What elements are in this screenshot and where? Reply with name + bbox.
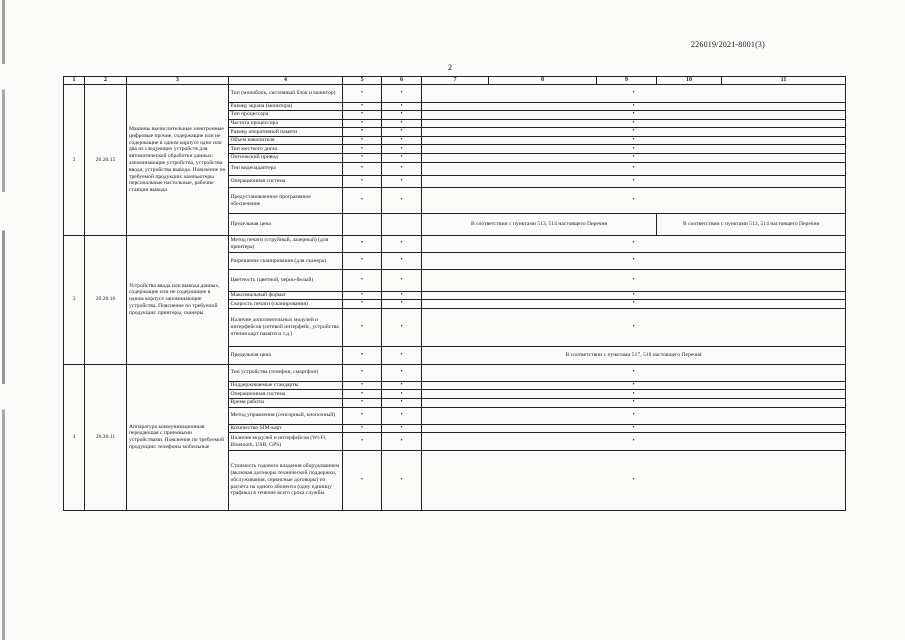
col-header: 9 — [597, 77, 657, 85]
value-mark: • — [382, 136, 422, 145]
page-number: 2 — [448, 63, 452, 72]
value-mark: • — [343, 433, 382, 450]
col-header: 6 — [382, 77, 422, 85]
table-row — [64, 85, 846, 102]
value-mark: • — [382, 291, 422, 300]
product-description: Машины вычислительные электронные цифровые прочие, содержащие или не содержащие в одном корпусе одно или два из следующих устройств для автоматической обработки данных: запоминающие устройства, устройства ввода, устройства вывода. Пояснение по требуемой продукции: компьютеры персональные настольные, рабочие станции вывода — [127, 85, 229, 235]
value-mark: • — [382, 235, 422, 252]
merged-value-mark: • — [422, 175, 846, 188]
value-mark: • — [343, 162, 382, 175]
parameter-name: Время работы — [229, 399, 343, 408]
parameter-name: Предельная цена — [229, 347, 343, 364]
merged-value-mark: • — [422, 102, 846, 111]
merged-value-mark: • — [422, 270, 846, 292]
parameter-name: Объем накопителя — [229, 136, 343, 145]
value-mark: • — [343, 102, 382, 111]
merged-value-mark: • — [422, 119, 846, 128]
scan-edge-artifact — [2, 0, 5, 640]
column-number-row — [64, 77, 846, 85]
value-mark: • — [343, 119, 382, 128]
value-mark: • — [343, 399, 382, 408]
value-mark: • — [343, 175, 382, 188]
value-mark: • — [343, 347, 382, 364]
value-mark: • — [343, 300, 382, 309]
parameter-name: Предустановленное программное обеспечение — [229, 188, 343, 214]
price-condition-highest: В соответствии с пунктами 513, 514 настоящего Перечня — [657, 214, 846, 236]
parameter-name: Максимальный формат — [229, 291, 343, 300]
merged-value-mark: • — [422, 424, 846, 433]
parameter-name: Частота процессора — [229, 119, 343, 128]
value-mark: • — [382, 270, 422, 292]
merged-value-mark: • — [422, 111, 846, 120]
value-mark: • — [382, 399, 422, 408]
value-mark: • — [382, 188, 422, 214]
okpd-code: 26.30.11 — [85, 364, 127, 510]
merged-value-mark: • — [422, 381, 846, 390]
value-mark: • — [343, 235, 382, 252]
value-mark: • — [343, 450, 382, 510]
merged-value-mark: • — [422, 390, 846, 399]
value-mark: • — [343, 111, 382, 120]
value-mark: • — [343, 291, 382, 300]
merged-value-mark: • — [422, 85, 846, 102]
product-requirements-table — [63, 76, 846, 511]
merged-value-mark: • — [422, 308, 846, 347]
value-mark: • — [382, 175, 422, 188]
row-number: 4 — [64, 364, 85, 510]
value-mark: • — [343, 85, 382, 102]
value-mark: • — [343, 252, 382, 269]
value-mark: • — [343, 270, 382, 292]
value-mark: • — [382, 390, 422, 399]
parameter-name: Стоимость годового владения оборудованием (включая договоры технической поддержки, обслуживания, сервисные договоры) из расчета на одного абонента (одну единицу трафика) в течение всего срока службы — [229, 450, 343, 510]
value-mark: • — [343, 308, 382, 347]
parameter-name: Операционная система — [229, 390, 343, 399]
merged-value-mark: • — [422, 433, 846, 450]
merged-value-mark: • — [422, 450, 846, 510]
parameter-name: Тип устройства (телефон, смартфон) — [229, 364, 343, 381]
col-header: 10 — [657, 77, 722, 85]
okpd-code: 26.20.16 — [85, 235, 127, 364]
price-condition: В соответствии с пунктами 517, 518 настоящего Перечня — [422, 347, 846, 364]
merged-value-mark: • — [422, 291, 846, 300]
parameter-name: Поддерживаемые стандарты — [229, 381, 343, 390]
col-header: 1 — [64, 77, 85, 85]
value-mark: • — [382, 111, 422, 120]
value-mark: • — [382, 102, 422, 111]
col-header: 11 — [722, 77, 846, 85]
parameter-name: Тип видеоадаптера — [229, 162, 343, 175]
merged-value-mark: • — [422, 145, 846, 154]
merged-value-mark: • — [422, 300, 846, 309]
parameter-name: Предельная цена — [229, 214, 343, 236]
product-description: Аппаратура коммуникационная передающая с приемными устройствами. Пояснение по требуемой продукции: телефоны мобильные — [127, 364, 229, 510]
okpd-code: 26.20.15 — [85, 85, 127, 235]
value-mark: • — [343, 128, 382, 137]
document-number: 226019/2021-8001(3) — [690, 40, 765, 49]
value-mark: • — [382, 364, 422, 381]
value-cell-6 — [382, 214, 422, 236]
value-mark: • — [343, 424, 382, 433]
product-description: Устройства ввода или вывода данных, содержащие или не содержащие в одном корпусе запоминающие устройства. Пояснение по требуемой продукции: принтеры, сканеры — [127, 235, 229, 364]
value-mark: • — [382, 145, 422, 154]
table-row — [64, 364, 846, 381]
merged-value-mark: • — [422, 136, 846, 145]
merged-value-mark: • — [422, 188, 846, 214]
parameter-name: Наличие дополнительных модулей и интерфейсов (сетевой интерфейс, устройства чтения карт памяти и т.д.) — [229, 308, 343, 347]
parameter-name: Скорость печати (сканирования) — [229, 300, 343, 309]
value-mark: • — [382, 119, 422, 128]
value-mark: • — [343, 407, 382, 424]
col-header: 2 — [85, 77, 127, 85]
merged-value-mark: • — [422, 162, 846, 175]
value-mark: • — [382, 407, 422, 424]
value-cell-5 — [343, 214, 382, 236]
merged-value-mark: • — [422, 128, 846, 137]
merged-value-mark: • — [422, 364, 846, 381]
value-mark: • — [382, 308, 422, 347]
merged-value-mark: • — [422, 252, 846, 269]
value-mark: • — [382, 424, 422, 433]
value-mark: • — [343, 188, 382, 214]
row-number: 2 — [64, 85, 85, 235]
value-mark: • — [382, 162, 422, 175]
parameter-name: Разрешение сканирования (для сканера) — [229, 252, 343, 269]
col-header: 7 — [422, 77, 489, 85]
parameter-name: Метод печати (струйный, лазерный) (для принтера) — [229, 235, 343, 252]
value-mark: • — [343, 136, 382, 145]
col-header: 5 — [343, 77, 382, 85]
parameter-name: Размер оперативной памяти — [229, 128, 343, 137]
value-mark: • — [343, 364, 382, 381]
row-number: 3 — [64, 235, 85, 364]
price-condition-regular: В соответствии с пунктами 513, 514 настоящего Перечня — [422, 214, 657, 236]
parameter-name: Количество SIM-карт — [229, 424, 343, 433]
parameter-name: Тип (моноблок, системный блок и монитор) — [229, 85, 343, 102]
merged-value-mark: • — [422, 154, 846, 163]
parameter-name: Тип жесткого диска — [229, 145, 343, 154]
parameter-name: Операционная система — [229, 175, 343, 188]
value-mark: • — [382, 300, 422, 309]
value-mark: • — [382, 85, 422, 102]
value-mark: • — [382, 433, 422, 450]
merged-value-mark: • — [422, 399, 846, 408]
parameter-name: Метод управления (сенсорный, кнопочный) — [229, 407, 343, 424]
value-mark: • — [343, 381, 382, 390]
col-header: 4 — [229, 77, 343, 85]
value-mark: • — [382, 450, 422, 510]
parameter-name: Цветность (цветной, черно-белый) — [229, 270, 343, 292]
value-mark: • — [343, 390, 382, 399]
parameter-name: Тип процессора — [229, 111, 343, 120]
value-mark: • — [343, 154, 382, 163]
value-mark: • — [343, 145, 382, 154]
parameter-name: Наличие модулей и интерфейсов (Wi-Fi, Bluetooth, USB, GPS) — [229, 433, 343, 450]
col-header: 8 — [489, 77, 597, 85]
table-row — [64, 235, 846, 252]
value-mark: • — [382, 347, 422, 364]
value-mark: • — [382, 128, 422, 137]
value-mark: • — [382, 252, 422, 269]
parameter-name: Размер экрана (монитора) — [229, 102, 343, 111]
value-mark: • — [382, 154, 422, 163]
merged-value-mark: • — [422, 235, 846, 252]
col-header: 3 — [127, 77, 229, 85]
value-mark: • — [382, 381, 422, 390]
merged-value-mark: • — [422, 407, 846, 424]
parameter-name: Оптический привод — [229, 154, 343, 163]
